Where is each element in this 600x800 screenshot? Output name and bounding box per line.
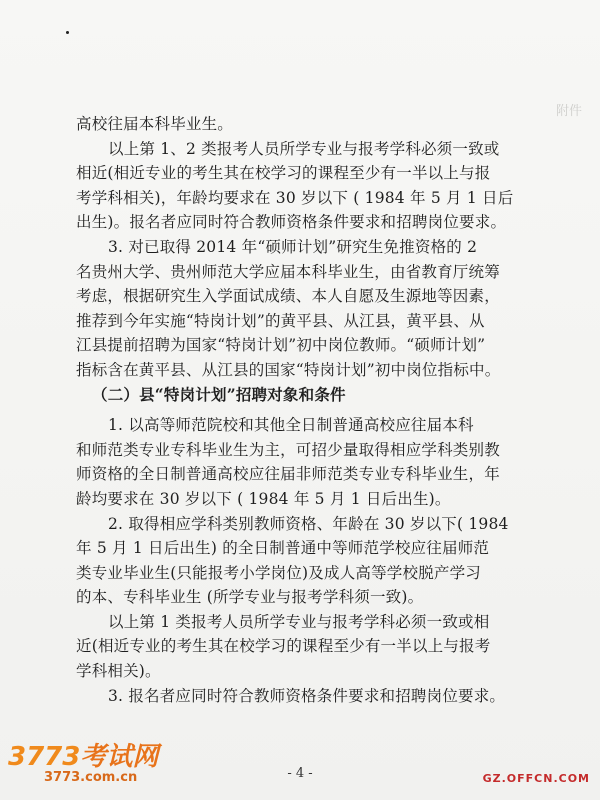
- text-line: 龄均要求在 30 岁以下 ( 1984 年 5 月 1 日后出生)。: [76, 489, 451, 508]
- body-text: [76, 112, 514, 708]
- text-line: 3. 报名者应同时符合教师资格条件要求和招聘岗位要求。: [108, 686, 506, 705]
- text-line: 近(相近专业的考生其在校学习的课程至少有一半以上与报考: [76, 637, 491, 656]
- text-line: 2. 取得相应学科类别教师资格、年龄在 30 岁以下( 1984: [108, 514, 509, 533]
- text-line: 以上第 1 类报考人员所学专业与报考学科必须一致或相: [108, 612, 490, 631]
- faint-bleed-text: 附件: [555, 104, 582, 119]
- text-line: 名贵州大学、贵州师范大学应届本科毕业生，由省教育厅统筹: [76, 262, 500, 281]
- text-line: 和师范类专业专科毕业生为主，可招少量取得相应学科类别教: [76, 440, 500, 459]
- logo-digits: 3773: [8, 742, 81, 772]
- logo-cn: 考试网: [80, 742, 159, 772]
- paragraph-block-2: [76, 413, 509, 708]
- text-line: 推荐到今年实施“特岗计划”的黄平县、从江县，黄平县、从: [76, 311, 485, 330]
- watermark: GZ.OFFCN.COM: [482, 772, 590, 785]
- text-line: 相近(相近专业的考生其在校学习的课程至少有一半以上与报: [76, 164, 491, 183]
- logo-url: 3773.com.cn: [44, 770, 138, 785]
- paragraph-block-1: [76, 112, 514, 383]
- text-line: 类专业毕业生(只能报考小学岗位)及成人高等学校脱产学习: [76, 563, 481, 582]
- page-number: - 4 -: [287, 766, 313, 781]
- text-line: 3. 对已取得 2014 年“硕师计划”研究生免推资格的 2: [108, 237, 478, 256]
- text-line: 学科相关)。: [76, 662, 161, 681]
- logo-title: [8, 736, 198, 773]
- text-line: 考虑，根据研究生入学面试成绩、本人自愿及生源地等因素，: [76, 287, 500, 306]
- text-line: 高校往届本科毕业生。: [76, 115, 234, 133]
- text-line: 的本、专科毕业生 (所学专业与报考学科须一致)。: [76, 588, 424, 607]
- text-line: 师资格的全日制普通高校应往届非师范类专业专科毕业生，年: [76, 465, 500, 484]
- text-line: 年 5 月 1 日后出生) 的全日制普通中等师范学校应往届师范: [76, 539, 490, 558]
- text-line: 指标含在黄平县、从江县的国家“特岗计划”初中岗位指标中。: [76, 360, 501, 379]
- text-line: 1. 以高等师范院校和其他全日制普通高校应往届本科: [108, 416, 474, 435]
- scan-dot: [66, 31, 69, 34]
- text-line: 以上第 1、2 类报考人员所学专业与报考学科必须一致或: [108, 139, 500, 158]
- section-heading: （二）县“特岗计划”招聘对象和条件: [92, 384, 346, 404]
- text-line: 考学科相关)，年龄均要求在 30 岁以下 ( 1984 年 5 月 1 日后: [76, 188, 514, 207]
- text-line: 出生)。报名者应同时符合教师资格条件要求和招聘岗位要求。: [76, 213, 507, 232]
- text-line: 江县提前招聘为国家“特岗计划”初中岗位教师。“硕师计划”: [76, 336, 486, 355]
- site-logo[interactable]: [8, 736, 198, 796]
